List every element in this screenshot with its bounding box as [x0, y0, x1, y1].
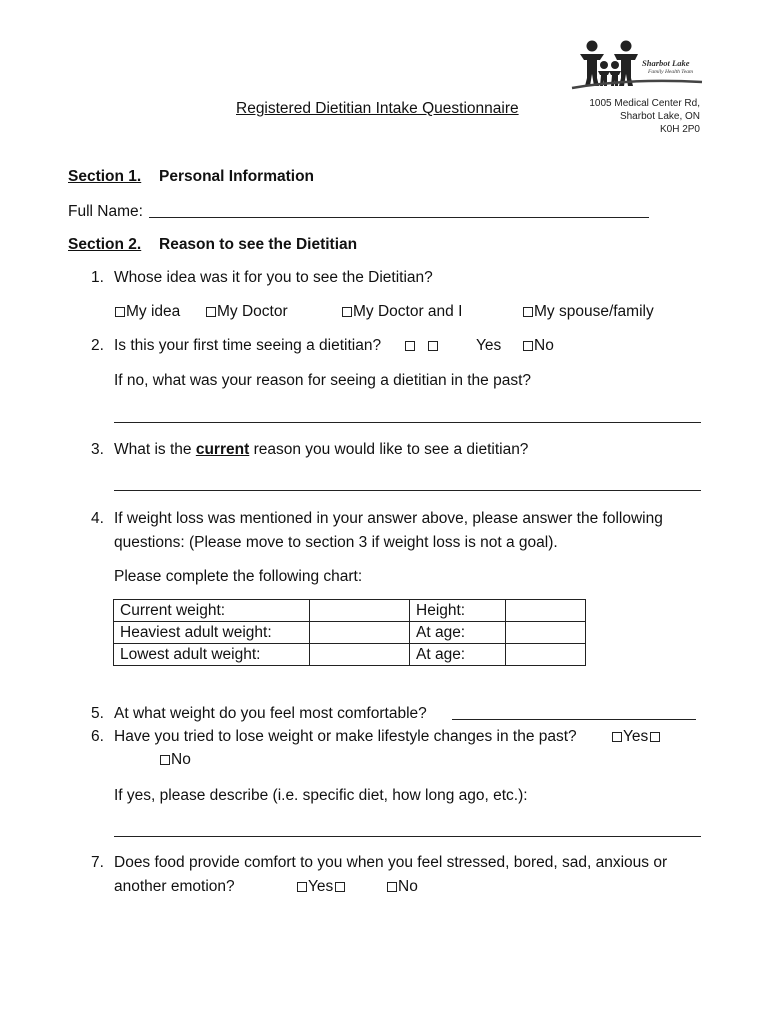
- q4-number: 4.: [91, 510, 104, 527]
- q3-text: What is the current reason you would like to see a dietitian?: [114, 441, 529, 458]
- weight-chart-table: [113, 599, 586, 666]
- checkbox-icon[interactable]: [160, 755, 170, 765]
- q6-followup: If yes, please describe (i.e. specific diet, how long ago, etc.):: [114, 787, 528, 804]
- q1-option-doctor-and-i[interactable]: My Doctor and I: [342, 302, 462, 322]
- q3-number: 3.: [91, 441, 104, 458]
- lowest-age-input[interactable]: [506, 644, 586, 666]
- q2-text: Is this your first time seeing a dietitian?: [114, 337, 382, 354]
- full-name-label: Full Name:: [68, 203, 143, 220]
- q5-text: At what weight do you feel most comfortable?: [114, 705, 427, 722]
- q1-number: 1.: [91, 269, 104, 286]
- q7-line-1: Does food provide comfort to you when you feel stressed, bored, sad, anxious or: [114, 854, 668, 871]
- table-cell-label: Height:: [410, 600, 506, 622]
- q7-option-yes[interactable]: Yes: [297, 877, 346, 897]
- q3-emphasis: current: [195, 441, 250, 458]
- address-line-1: 1005 Medical Center Rd,: [589, 98, 700, 109]
- checkbox-icon[interactable]: [342, 307, 352, 317]
- section-1-heading: Personal Information: [159, 168, 315, 185]
- family-health-team-logo: [570, 38, 705, 93]
- q2-yes-label: Yes: [476, 337, 502, 354]
- q4-chart-intro: Please complete the following chart:: [114, 568, 363, 585]
- q6-answer-line[interactable]: [114, 836, 701, 837]
- q6-option-yes[interactable]: Yes: [612, 727, 661, 747]
- full-name-field[interactable]: [149, 217, 649, 218]
- q1-option-my-doctor[interactable]: My Doctor: [206, 302, 288, 322]
- checkbox-icon[interactable]: [523, 341, 533, 351]
- lowest-weight-input[interactable]: [310, 644, 410, 666]
- table-cell-label: Current weight:: [114, 600, 310, 622]
- page-title: Registered Dietitian Intake Questionnaire: [236, 100, 519, 117]
- q2-answer-line[interactable]: [114, 422, 701, 423]
- q1-option-spouse-family[interactable]: My spouse/family: [523, 302, 654, 322]
- table-cell-label: At age:: [410, 644, 506, 666]
- q5-answer-line[interactable]: [452, 719, 696, 720]
- q7-number: 7.: [91, 854, 104, 871]
- checkbox-icon[interactable]: [387, 882, 397, 892]
- q7-line-2: another emotion?: [114, 878, 235, 895]
- checkbox-icon[interactable]: [523, 307, 533, 317]
- table-row: [114, 644, 586, 666]
- address-line-2: Sharbot Lake, ON: [619, 111, 700, 122]
- q2-checkbox-a[interactable]: [405, 336, 416, 356]
- checkbox-icon[interactable]: [115, 307, 125, 317]
- table-row: [114, 600, 586, 622]
- q1-text: Whose idea was it for you to see the Dietitian?: [114, 269, 433, 286]
- table-cell-label: Lowest adult weight:: [114, 644, 310, 666]
- checkbox-icon[interactable]: [335, 882, 345, 892]
- q2-number: 2.: [91, 337, 104, 354]
- q6-text: Have you tried to lose weight or make lifestyle changes in the past?: [114, 728, 577, 745]
- checkbox-icon[interactable]: [612, 732, 622, 742]
- checkbox-icon[interactable]: [428, 341, 438, 351]
- checkbox-icon[interactable]: [206, 307, 216, 317]
- logo-subtitle: Family Health Team: [648, 69, 694, 75]
- q2-followup: If no, what was your reason for seeing a dietitian in the past?: [114, 372, 532, 389]
- table-cell-label: At age:: [410, 622, 506, 644]
- checkbox-icon[interactable]: [650, 732, 660, 742]
- q2-option-no[interactable]: No: [523, 336, 554, 356]
- heaviest-age-input[interactable]: [506, 622, 586, 644]
- table-row: [114, 622, 586, 644]
- section-2-label: Section 2.: [68, 236, 142, 253]
- heaviest-weight-input[interactable]: [310, 622, 410, 644]
- q4-line-1: If weight loss was mentioned in your answer above, please answer the following: [114, 510, 663, 527]
- q6-option-no[interactable]: No: [160, 750, 191, 770]
- q2-checkbox-b[interactable]: [428, 336, 439, 356]
- address-block: [589, 97, 700, 136]
- section-2-heading: Reason to see the Dietitian: [159, 236, 358, 253]
- checkbox-icon[interactable]: [405, 341, 415, 351]
- table-cell-label: Heaviest adult weight:: [114, 622, 310, 644]
- q6-number: 6.: [91, 728, 104, 745]
- height-input[interactable]: [506, 600, 586, 622]
- q1-option-my-idea[interactable]: My idea: [115, 302, 180, 322]
- address-line-3: K0H 2P0: [659, 124, 700, 135]
- checkbox-icon[interactable]: [297, 882, 307, 892]
- logo-name: Sharbot Lake: [642, 58, 690, 68]
- q5-number: 5.: [91, 705, 104, 722]
- current-weight-input[interactable]: [310, 600, 410, 622]
- section-1-label: Section 1.: [68, 168, 142, 185]
- q3-answer-line[interactable]: [114, 490, 701, 491]
- q4-line-2: questions: (Please move to section 3 if weight loss is not a goal).: [114, 534, 558, 551]
- q7-option-no[interactable]: No: [387, 877, 418, 897]
